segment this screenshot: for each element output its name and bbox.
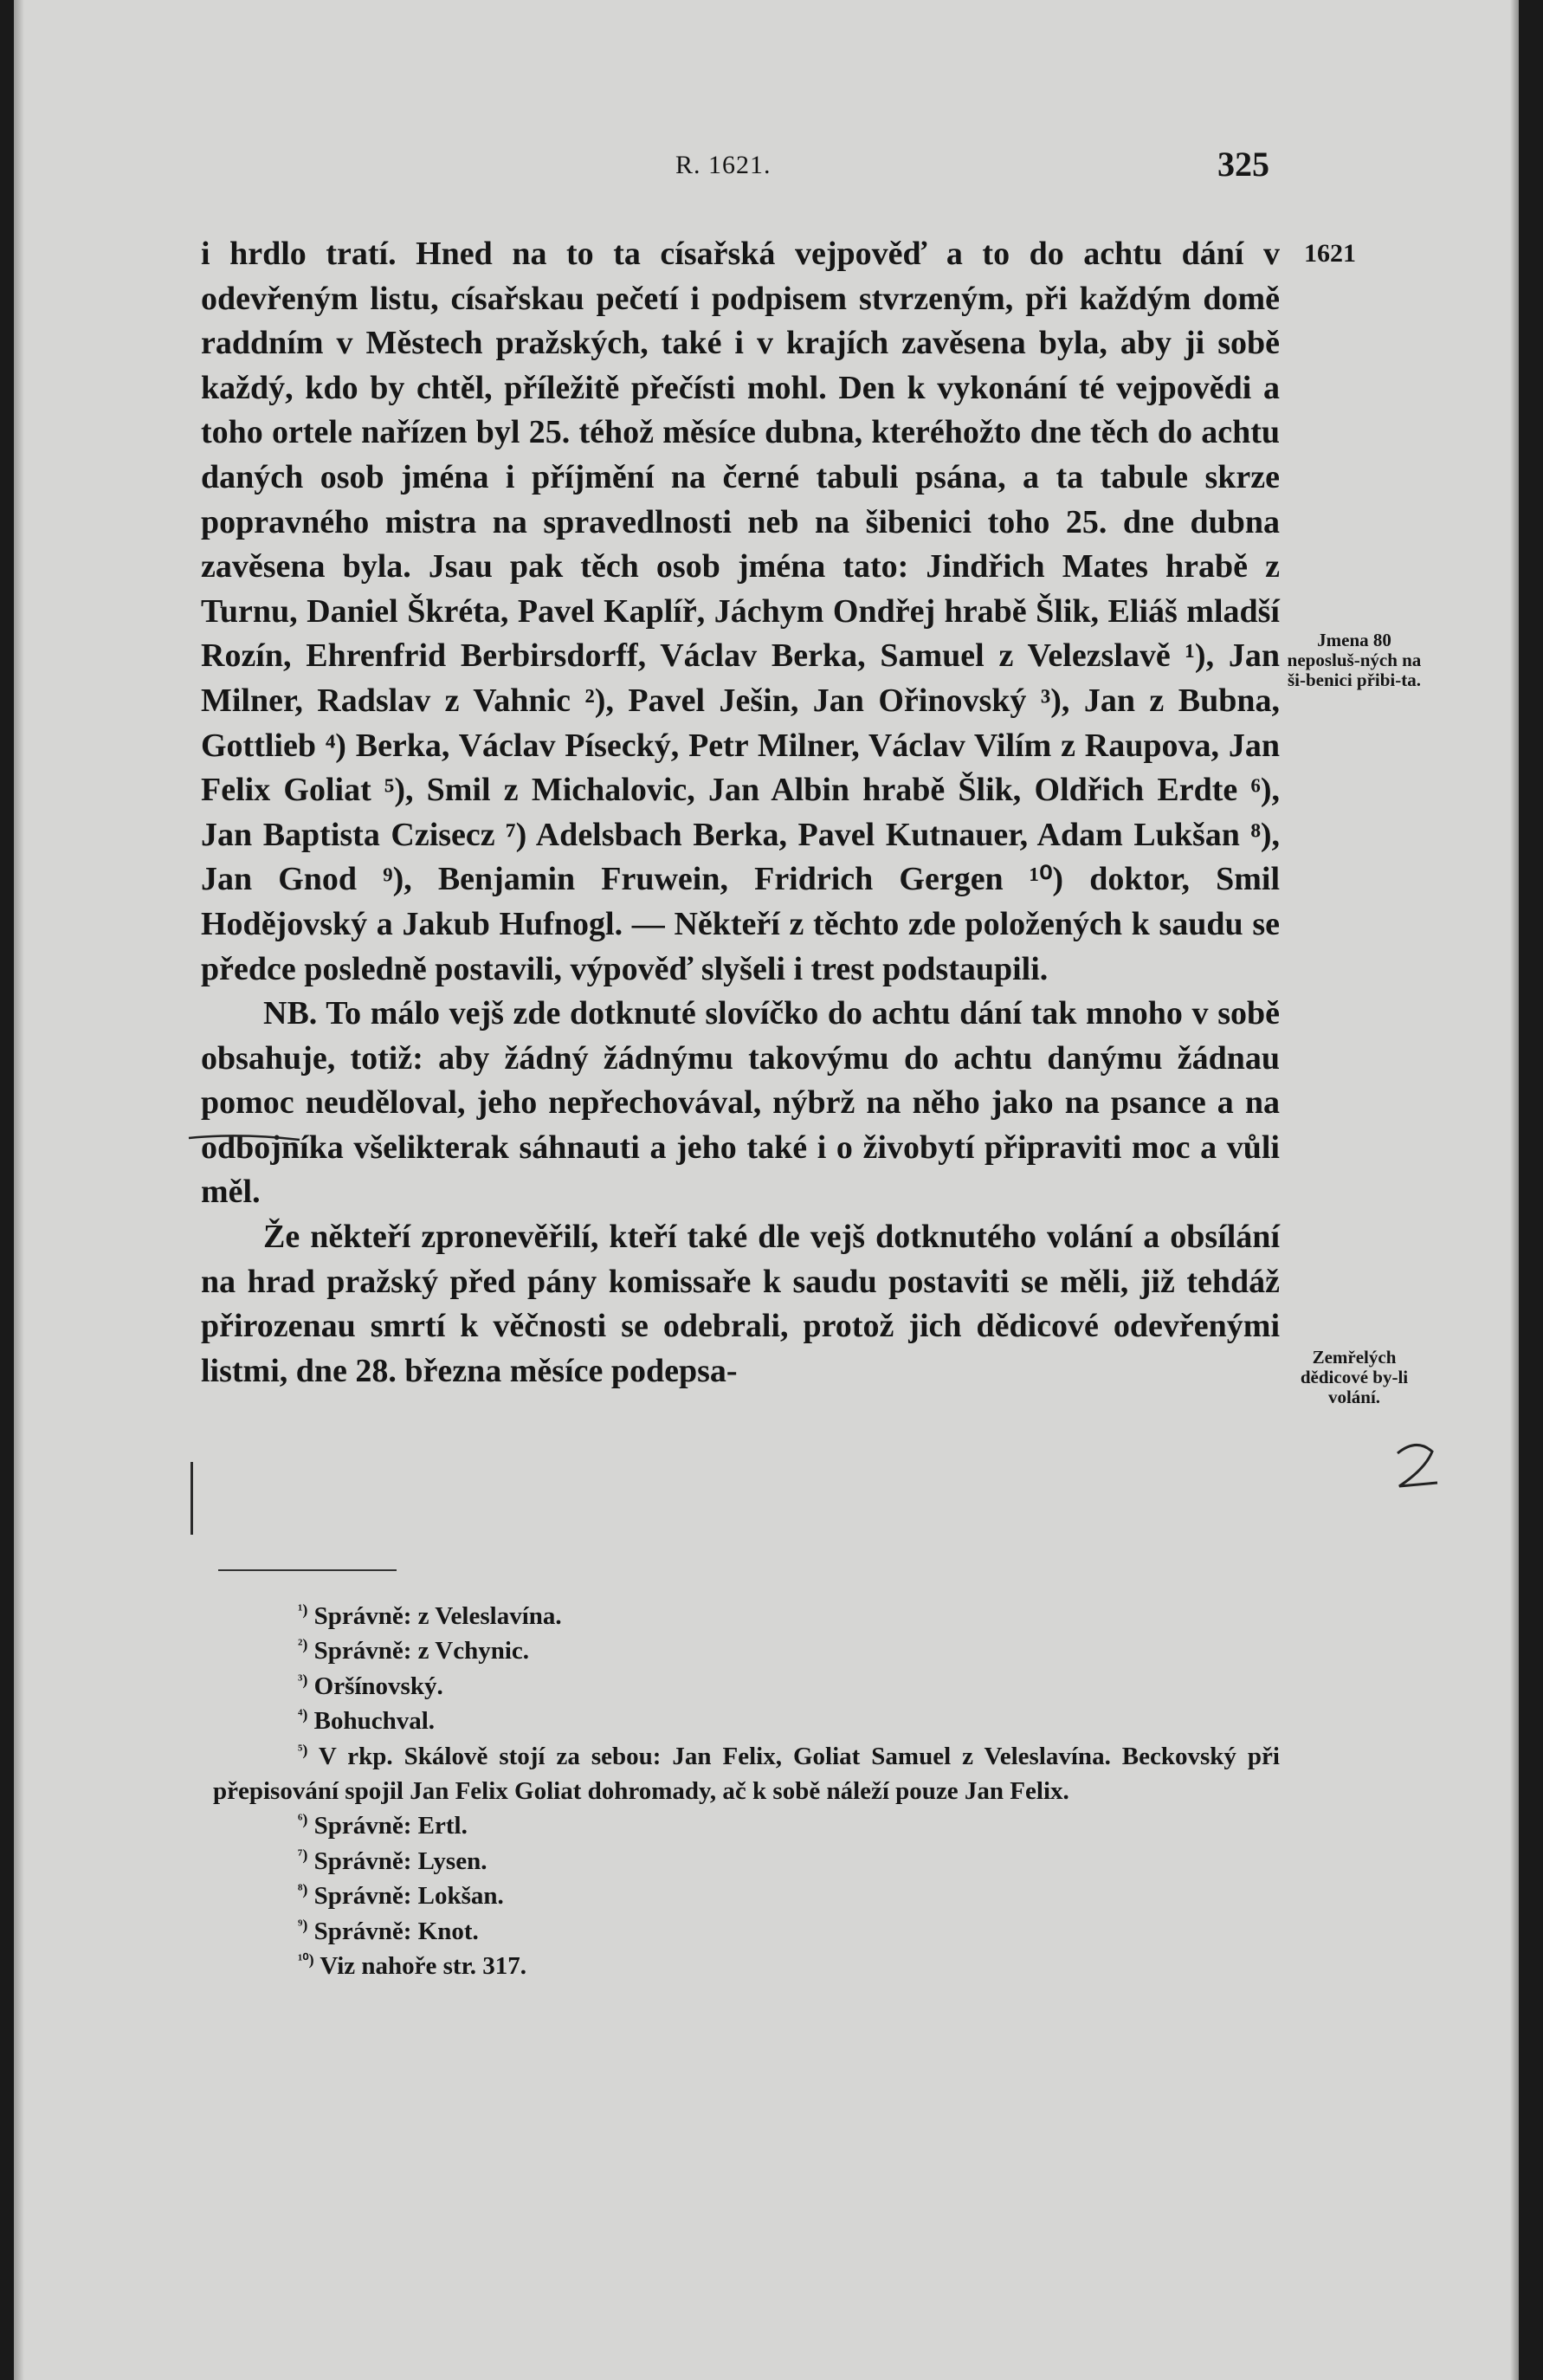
footnote-text: Správně: Ertl. (313, 1812, 468, 1840)
footnote-text: Správně: Lysen. (313, 1846, 487, 1875)
footnote-text: Viz nahoře str. 317. (320, 1952, 527, 1981)
footnote (213, 1879, 1280, 1913)
running-head: R. 1621. (675, 151, 772, 179)
margin-year: 1621 (1304, 239, 1356, 268)
footnote (213, 1704, 1280, 1738)
footnote (213, 1599, 1280, 1633)
footnote-mark: ⁷) (298, 1846, 308, 1864)
footnote-mark: ⁸) (298, 1880, 308, 1898)
pencil-margin-bar (190, 1462, 193, 1535)
footnote-mark: ²) (298, 1635, 308, 1653)
footnote-rule (218, 1569, 397, 1571)
footnote-mark: ³) (298, 1671, 308, 1689)
footnote-text: Oršínovský. (313, 1672, 443, 1700)
pencil-number-two-mark (1391, 1438, 1443, 1498)
page-number: 325 (1217, 145, 1269, 184)
footnote-mark: ¹) (298, 1601, 308, 1619)
footnote (213, 1739, 1280, 1809)
scan-edge-left (14, 0, 24, 2380)
main-text (201, 232, 1280, 1394)
footnote-text: Správně: z Vchynic. (313, 1637, 530, 1665)
footnote-mark: ⁹) (298, 1916, 308, 1933)
margin-note-names: Jmena 80 neposluš-ných na ši-benici přibi-ta. (1287, 630, 1422, 690)
margin-note-heirs: Zemřelých dědicové by-li volání. (1300, 1347, 1409, 1407)
footnote-text: Bohuchval. (313, 1707, 436, 1736)
footnote-text: Správně: z Veleslavína. (313, 1602, 562, 1630)
footnote-text: Správně: Knot. (313, 1917, 479, 1945)
paragraph-heirs: Že někteří zpronevěřilí, kteří také dle vejš dotknutého volání a obsílání na hrad pražský před pány komissaře k saudu postaviti se měli, již tehdáž přirozenau smrtí k věčnosti se odebrali, protož jich dědicové odevřenými listmi, dne 28. března měsíce podepsa- (201, 1219, 1280, 1389)
book-page (14, 0, 1519, 2380)
footnote-text: V rkp. Skálově stojí za sebou: Jan Felix, Goliat Samuel z Veleslavína. Beckovský při přepisování spojil Jan Felix Goliat dohromady, ač k sobě náleží pouze Jan Felix. (213, 1742, 1280, 1806)
footnotes (213, 1599, 1280, 1983)
paragraph-nb: NB. To málo vejš zde dotknuté slovíčko do achtu dání tak mnoho v sobě obsahuje, totiž: aby žádný žádnýmu takovýmu do achtu danýmu žádnau pomoc neuděloval, jeho nepřechovával, nýbrž na něho jako na psance a na odbojníka všelikterak sáhnauti a jeho také i o živobytí připraviti moc a vůli měl. (201, 995, 1280, 1211)
pencil-underline-mark (187, 1129, 759, 1147)
footnote-mark: ⁴) (298, 1705, 308, 1724)
footnote (213, 1808, 1280, 1843)
footnote (213, 1669, 1280, 1704)
scan-edge-right (1510, 0, 1519, 2380)
footnote (213, 1844, 1280, 1879)
footnote (213, 1914, 1280, 1949)
footnote-mark: ⁶) (298, 1810, 308, 1828)
footnote-mark: ¹⁰) (298, 1950, 314, 1969)
paragraph-edict: i hrdlo tratí. Hned na to ta císařská vejpověď a to do achtu dání v odevřeným listu, císařskau pečetí i podpisem stvrzeným, při každým domě raddním v Městech pražských, také i v krajích zavěsena byla, aby ji sobě každý, kdo by chtěl, příležitě přečísti mohl. Den k vykonání té vejpovědi a toho ortele nařízen byl 25. téhož měsíce dubna, kteréhožto dne těch do achtu daných osob jména i příjmění na černé tabuli psána, a ta tabule skrze popravného mistra na spravedlnosti neb na šibenici toho 25. dne dubna zavěsena byla. Jsau pak těch osob jména tato: Jindřich Mates hrabě z Turnu, Daniel Škréta, Pavel Kaplíř, Jáchym Ondřej hrabě Šlik, Eliáš mladší Rozín, Ehrenfrid Berbirsdorff, Václav Berka, Samuel z Velezslavě ¹), Jan Milner, Radslav z Vahnic ²), Pavel Ješin, Jan Ořinovský ³), Jan z Bubna, Gottlieb ⁴) Berka, Václav Písecký, Petr Milner, Václav Vilím z Raupova, Jan Felix Goliat ⁵), Smil z Michalovic, Jan Albin hrabě Šlik, Oldřich Erdte ⁶), Jan Baptista Czisecz ⁷) Adelsbach Berka, Pavel Kutnauer, Adam Lukšan ⁸), Jan Gnod ⁹), Benjamin Fruwein, Fridrich Gergen ¹⁰) doktor, Smil Hodějovský a Jakub Hufnogl. — Někteří z těchto zde položených k saudu se předce posledně postavili, výpověď slyšeli i trest podstaupili. (201, 236, 1280, 987)
footnote-mark: ⁵) (298, 1740, 308, 1758)
footnote (213, 1949, 1280, 1983)
footnote-text: Správně: Lokšan. (313, 1882, 504, 1911)
footnote (213, 1633, 1280, 1668)
